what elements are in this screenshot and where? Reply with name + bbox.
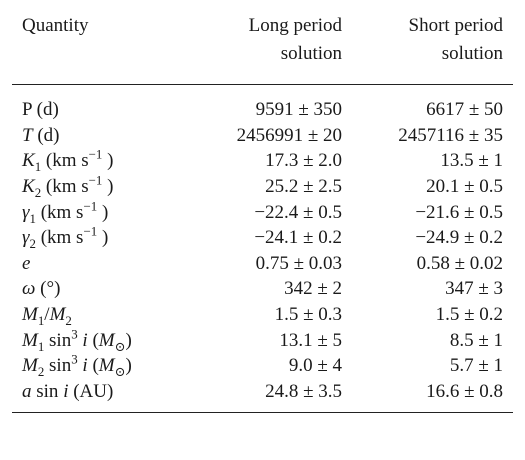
- orbital-solutions-table: [12, 6, 513, 413]
- quantity-cell: P (d): [22, 99, 59, 121]
- header-long-period-line2: solution: [280, 43, 342, 64]
- short-period-cell: 20.1 ± 0.5: [426, 176, 503, 198]
- table-row: [12, 327, 513, 353]
- long-period-cell: 13.1 ± 5: [279, 329, 342, 351]
- quantity-cell: ω (°): [22, 278, 61, 300]
- quantity-cell: a sin i (AU): [22, 380, 114, 402]
- short-period-cell: 1.5 ± 0.2: [435, 304, 503, 326]
- long-period-cell: −22.4 ± 0.5: [254, 201, 342, 223]
- long-period-cell: 9591 ± 350: [255, 99, 342, 121]
- table-row: [12, 251, 513, 277]
- table-header: [12, 16, 513, 84]
- short-period-cell: 2457116 ± 35: [398, 124, 503, 146]
- table-row: [12, 302, 513, 328]
- header-short-period-line2: solution: [441, 43, 503, 64]
- short-period-cell: 8.5 ± 1: [449, 329, 503, 351]
- quantity-cell: $\gamma_2$ (km $s^{-1}$ ): [22, 223, 109, 252]
- short-period-cell: −21.6 ± 0.5: [415, 201, 503, 223]
- quantity-cell: $M_1/M_2$: [22, 304, 72, 328]
- long-period-cell: 2456991 ± 20: [236, 124, 342, 146]
- table-row: [12, 353, 513, 379]
- long-period-cell: 24.8 ± 3.5: [265, 380, 342, 402]
- long-period-cell: 342 ± 2: [284, 278, 342, 300]
- long-period-cell: 25.2 ± 2.5: [265, 176, 342, 198]
- long-period-cell: 9.0 ± 4: [288, 355, 342, 377]
- table-row: [12, 276, 513, 302]
- quantity-cell: $\gamma_1$ (km $s^{-1}$ ): [22, 198, 109, 226]
- long-period-cell: 0.75 ± 0.03: [255, 252, 342, 274]
- short-period-cell: 5.7 ± 1: [449, 355, 503, 377]
- table-row: [12, 148, 513, 174]
- short-period-cell: 16.6 ± 0.8: [426, 380, 503, 402]
- quantity-cell: e: [22, 252, 31, 274]
- header-long-period-line1: Long period: [248, 15, 342, 36]
- table-row: [12, 174, 513, 200]
- quantity-cell: $M_2$ $\sin^3 i$ $(M_⊙)$: [22, 351, 132, 380]
- quantity-cell: T (d): [22, 124, 60, 146]
- quantity-cell: $K_2$ (km $s^{-1}$ ): [22, 172, 114, 200]
- table-row: [12, 93, 513, 123]
- table-body: [12, 93, 513, 404]
- short-period-cell: 347 ± 3: [445, 278, 503, 300]
- table-row: [12, 123, 513, 149]
- quantity-cell: $M_1$ $\sin^3 i$ $(M_⊙)$: [22, 326, 132, 354]
- long-period-cell: −24.1 ± 0.2: [254, 227, 342, 249]
- short-period-cell: 0.58 ± 0.02: [416, 252, 503, 274]
- bottom-rule: [12, 412, 513, 413]
- table-row: [12, 199, 513, 225]
- header-short-period-line1: Short period: [408, 15, 503, 36]
- short-period-cell: −24.9 ± 0.2: [415, 227, 503, 249]
- long-period-cell: 17.3 ± 2.0: [265, 150, 342, 172]
- data-body-table: [12, 93, 513, 404]
- table-row: [12, 379, 513, 405]
- short-period-cell: 6617 ± 50: [426, 99, 503, 121]
- header-quantity: Quantity: [22, 15, 89, 36]
- long-period-cell: 1.5 ± 0.3: [274, 304, 342, 326]
- data-table: [12, 16, 513, 84]
- quantity-cell: $K_1$ (km $s^{-1}$ ): [22, 147, 114, 175]
- short-period-cell: 13.5 ± 1: [440, 150, 503, 172]
- table-row: [12, 225, 513, 251]
